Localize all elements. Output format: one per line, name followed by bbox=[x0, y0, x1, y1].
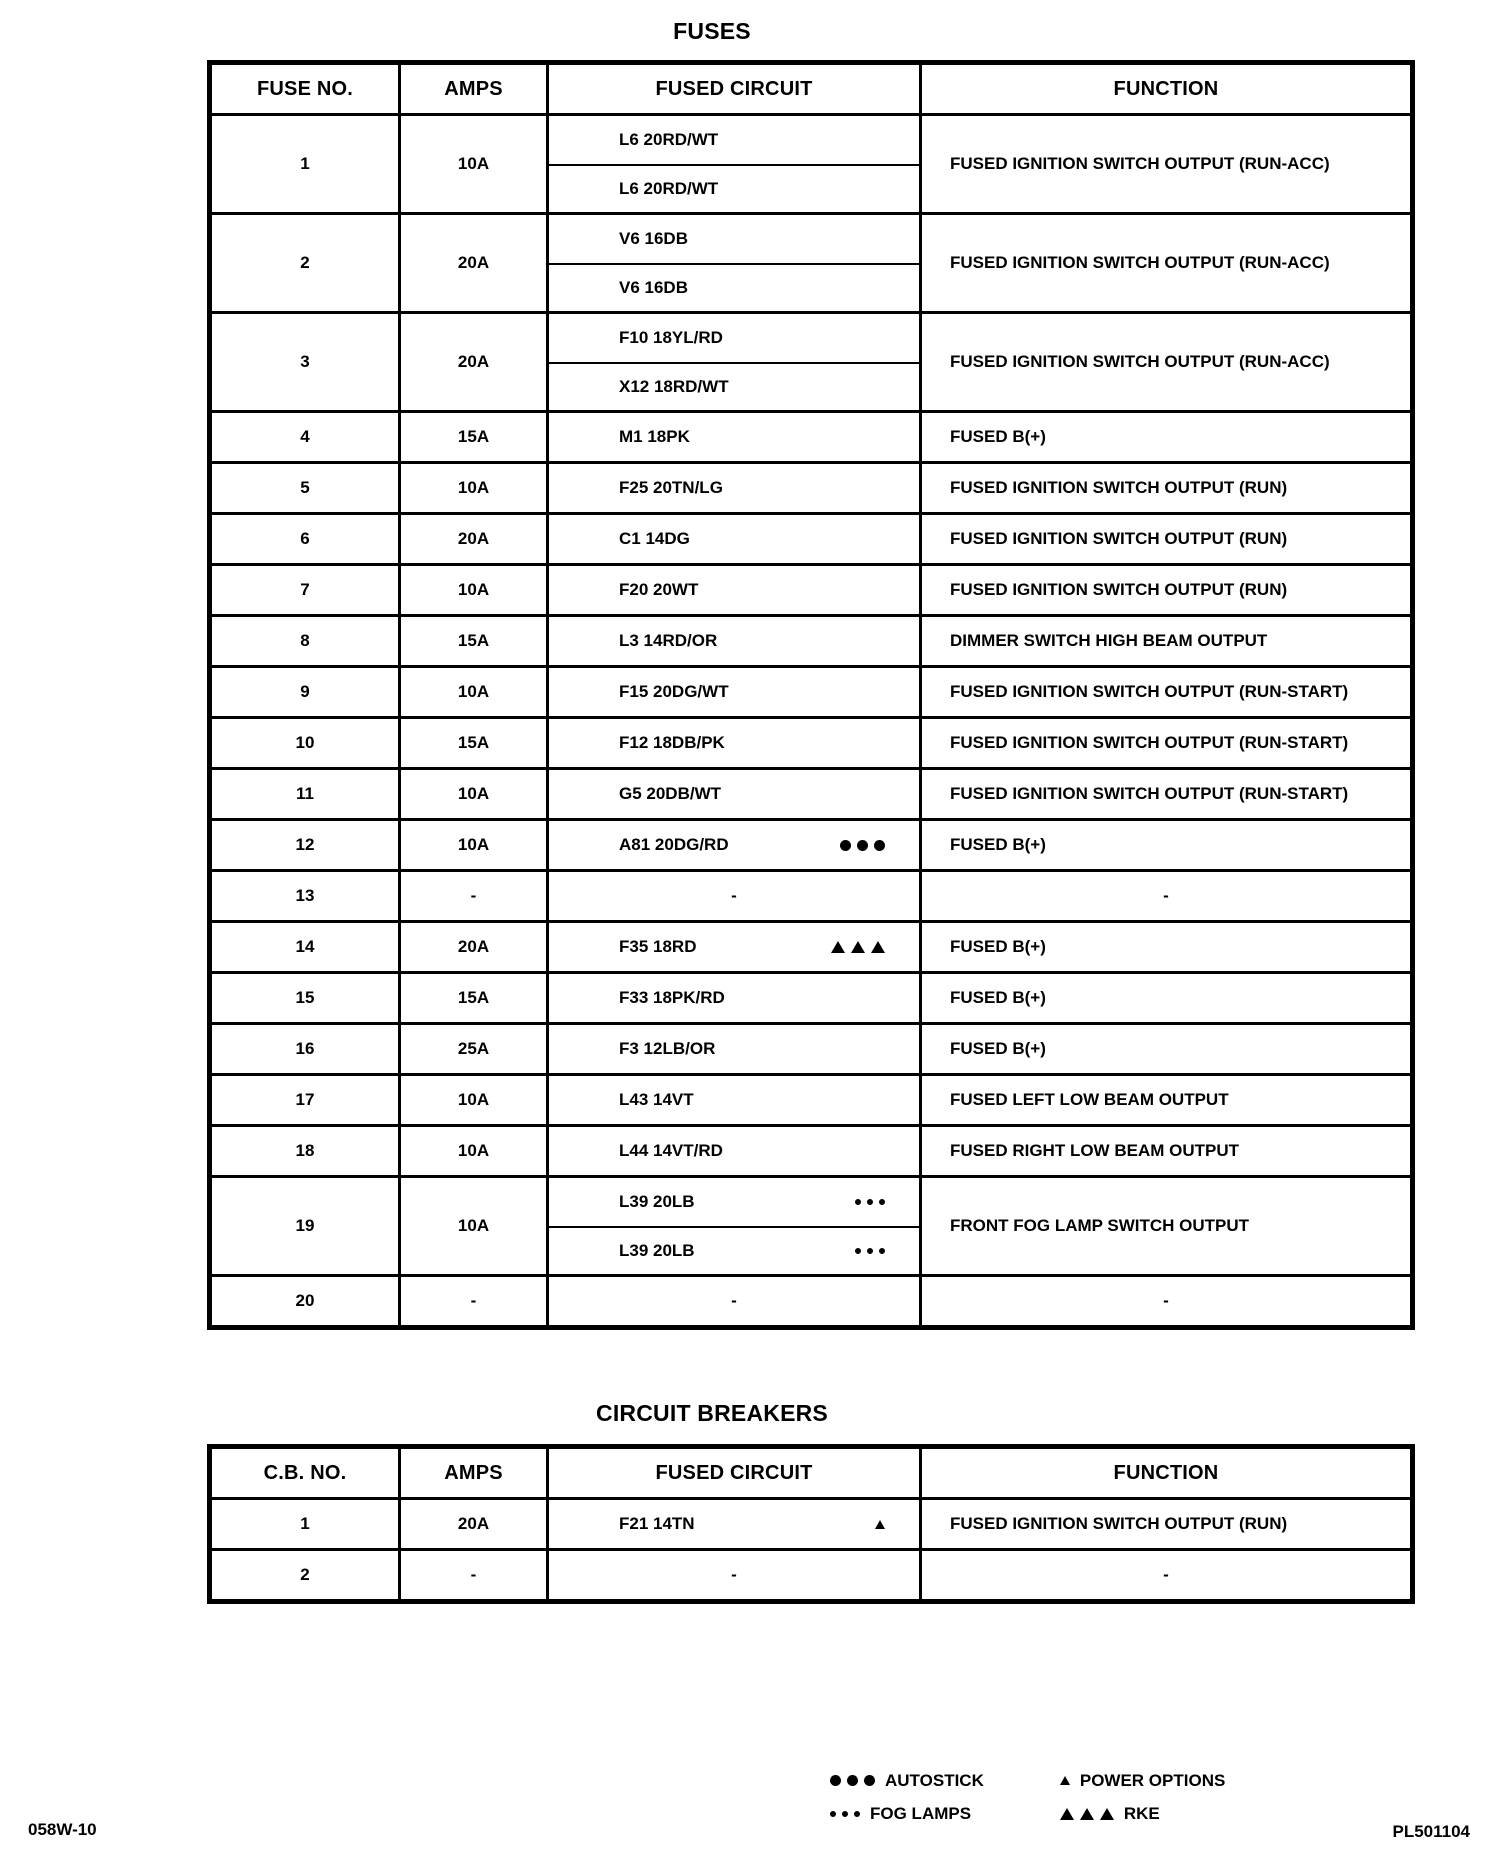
header-row bbox=[210, 1447, 1413, 1499]
legend-marker-glyph bbox=[854, 1811, 860, 1817]
circuit-marker-glyph bbox=[851, 941, 865, 953]
circuit-line bbox=[549, 1277, 919, 1325]
circuit-cell bbox=[548, 769, 921, 820]
fuse-no-cell: 12 bbox=[210, 820, 400, 871]
column-header: FUSED CIRCUIT bbox=[548, 1447, 921, 1499]
circuit-marker-glyph bbox=[855, 1199, 861, 1205]
circuit-line bbox=[549, 923, 919, 971]
circuit-line bbox=[549, 770, 919, 818]
circuit-cell bbox=[548, 871, 921, 922]
amps-cell: 20A bbox=[400, 922, 548, 973]
circuit-breakers-table-body bbox=[210, 1499, 1413, 1602]
amps-cell: 10A bbox=[400, 565, 548, 616]
circuit-marker bbox=[875, 1520, 885, 1529]
circuit-cell bbox=[548, 1177, 921, 1276]
table-row bbox=[210, 1499, 1413, 1550]
column-header: FUSED CIRCUIT bbox=[548, 63, 921, 115]
function-cell: FUSED IGNITION SWITCH OUTPUT (RUN) bbox=[921, 565, 1413, 616]
fuses-table-head bbox=[210, 63, 1413, 115]
circuit-line bbox=[549, 566, 919, 614]
fuses-table-body bbox=[210, 115, 1413, 1328]
column-header: FUNCTION bbox=[921, 63, 1413, 115]
fuse-no-cell: 2 bbox=[210, 214, 400, 313]
circuit-label: F33 18PK/RD bbox=[619, 988, 725, 1007]
circuit-line bbox=[549, 362, 919, 410]
circuit-marker-glyph bbox=[879, 1248, 885, 1254]
circuit-marker bbox=[831, 941, 885, 953]
header-row bbox=[210, 63, 1413, 115]
table-row bbox=[210, 1024, 1413, 1075]
circuit-label: A81 20DG/RD bbox=[619, 835, 729, 854]
circuit-line bbox=[549, 464, 919, 512]
circuit-label: G5 20DB/WT bbox=[619, 784, 722, 803]
function-cell: FUSED B(+) bbox=[921, 973, 1413, 1024]
table-row bbox=[210, 871, 1413, 922]
circuit-cell bbox=[548, 820, 921, 871]
circuit-label: - bbox=[731, 886, 737, 905]
function-cell: FRONT FOG LAMP SWITCH OUTPUT bbox=[921, 1177, 1413, 1276]
circuit-marker-glyph bbox=[867, 1248, 873, 1254]
circuit-line bbox=[549, 215, 919, 263]
fuse-no-cell: 7 bbox=[210, 565, 400, 616]
circuit-cell bbox=[548, 115, 921, 214]
function-cell: FUSED IGNITION SWITCH OUTPUT (RUN-ACC) bbox=[921, 313, 1413, 412]
amps-cell: 10A bbox=[400, 1177, 548, 1276]
amps-cell: 10A bbox=[400, 1075, 548, 1126]
circuit-cell bbox=[548, 616, 921, 667]
fuse-no-cell: 9 bbox=[210, 667, 400, 718]
fuse-no-cell: 11 bbox=[210, 769, 400, 820]
circuit-label: C1 14DG bbox=[619, 529, 690, 548]
column-header: AMPS bbox=[400, 63, 548, 115]
amps-cell: 15A bbox=[400, 412, 548, 463]
circuit-label: L39 20LB bbox=[619, 1192, 695, 1211]
figure-code: PL501104 bbox=[1392, 1822, 1470, 1841]
table-row bbox=[210, 214, 1413, 313]
circuit-label: L39 20LB bbox=[619, 1241, 695, 1260]
legend-marker-glyph bbox=[847, 1775, 858, 1786]
function-cell: FUSED B(+) bbox=[921, 1024, 1413, 1075]
amps-cell: 20A bbox=[400, 514, 548, 565]
fuse-no-cell: 15 bbox=[210, 973, 400, 1024]
table-row bbox=[210, 1550, 1413, 1602]
circuit-label: F10 18YL/RD bbox=[619, 328, 723, 347]
amps-cell: 15A bbox=[400, 973, 548, 1024]
circuit-label: L6 20RD/WT bbox=[619, 179, 719, 198]
table-row bbox=[210, 973, 1413, 1024]
legend-marker-glyph bbox=[1080, 1808, 1094, 1820]
fuse-no-cell: 3 bbox=[210, 313, 400, 412]
table-row bbox=[210, 412, 1413, 463]
fuse-no-cell: 18 bbox=[210, 1126, 400, 1177]
circuit-label: F25 20TN/LG bbox=[619, 478, 723, 497]
column-header: C.B. NO. bbox=[210, 1447, 400, 1499]
amps-cell: 15A bbox=[400, 616, 548, 667]
fuses-table-wrap bbox=[207, 60, 1415, 1330]
circuit-line bbox=[549, 1025, 919, 1073]
circuit-line bbox=[549, 1500, 919, 1548]
circuit-marker bbox=[855, 1199, 885, 1205]
circuit-label: F20 20WT bbox=[619, 580, 699, 599]
amps-cell: 10A bbox=[400, 463, 548, 514]
table-row bbox=[210, 820, 1413, 871]
legend-marker-glyph bbox=[830, 1775, 841, 1786]
function-cell: FUSED B(+) bbox=[921, 820, 1413, 871]
legend-column bbox=[830, 1768, 984, 1826]
cb-no-cell: 1 bbox=[210, 1499, 400, 1550]
circuit-line bbox=[549, 821, 919, 869]
circuit-label: L6 20RD/WT bbox=[619, 130, 719, 149]
table-row bbox=[210, 1177, 1413, 1276]
circuit-cell bbox=[548, 514, 921, 565]
fuses-title: FUSES bbox=[673, 18, 751, 44]
function-cell: - bbox=[921, 1550, 1413, 1602]
circuit-label: X12 18RD/WT bbox=[619, 377, 729, 396]
circuit-line bbox=[549, 1127, 919, 1175]
fuse-no-cell: 6 bbox=[210, 514, 400, 565]
column-header: FUNCTION bbox=[921, 1447, 1413, 1499]
table-row bbox=[210, 115, 1413, 214]
circuit-cell bbox=[548, 718, 921, 769]
legend-item bbox=[1060, 1768, 1225, 1793]
table-row bbox=[210, 922, 1413, 973]
legend-label: POWER OPTIONS bbox=[1079, 1770, 1226, 1790]
fuse-no-cell: 20 bbox=[210, 1276, 400, 1328]
circuit-label: L44 14VT/RD bbox=[619, 1141, 723, 1160]
circuit-line bbox=[549, 413, 919, 461]
circuit-marker bbox=[840, 840, 885, 851]
legend-marker-glyph bbox=[1060, 1776, 1070, 1785]
circuit-cell bbox=[548, 214, 921, 313]
circuit-line bbox=[549, 1178, 919, 1226]
circuit-cell bbox=[548, 973, 921, 1024]
circuit-label: - bbox=[731, 1291, 737, 1310]
circuit-marker-glyph bbox=[831, 941, 845, 953]
fuse-no-cell: 13 bbox=[210, 871, 400, 922]
circuit-label: L3 14RD/OR bbox=[619, 631, 718, 650]
legend-column bbox=[1060, 1768, 1225, 1826]
function-cell: FUSED LEFT LOW BEAM OUTPUT bbox=[921, 1075, 1413, 1126]
amps-cell: - bbox=[400, 871, 548, 922]
column-header: AMPS bbox=[400, 1447, 548, 1499]
legend-item bbox=[830, 1801, 984, 1826]
circuit-line bbox=[549, 1226, 919, 1274]
circuit-line bbox=[549, 116, 919, 164]
function-cell: DIMMER SWITCH HIGH BEAM OUTPUT bbox=[921, 616, 1413, 667]
circuit-label: F21 14TN bbox=[619, 1514, 695, 1533]
circuit-cell bbox=[548, 1075, 921, 1126]
circuit-cell bbox=[548, 1499, 921, 1550]
legend-marker-glyph bbox=[1100, 1808, 1114, 1820]
amps-cell: 10A bbox=[400, 115, 548, 214]
legend-label: FOG LAMPS bbox=[870, 1803, 972, 1823]
circuit-line bbox=[549, 314, 919, 362]
table-row bbox=[210, 667, 1413, 718]
fuse-no-cell: 4 bbox=[210, 412, 400, 463]
circuit-line bbox=[549, 263, 919, 311]
table-row bbox=[210, 616, 1413, 667]
fuse-no-cell: 10 bbox=[210, 718, 400, 769]
circuit-marker-glyph bbox=[867, 1199, 873, 1205]
fuse-no-cell: 17 bbox=[210, 1075, 400, 1126]
circuit-cell bbox=[548, 565, 921, 616]
amps-cell: 25A bbox=[400, 1024, 548, 1075]
circuit-breakers-title: CIRCUIT BREAKERS bbox=[596, 1400, 828, 1426]
circuit-cell bbox=[548, 412, 921, 463]
function-cell: FUSED IGNITION SWITCH OUTPUT (RUN-START) bbox=[921, 718, 1413, 769]
circuit-marker bbox=[855, 1248, 885, 1254]
amps-cell: 15A bbox=[400, 718, 548, 769]
function-cell: - bbox=[921, 871, 1413, 922]
fuse-no-cell: 19 bbox=[210, 1177, 400, 1276]
function-cell: FUSED RIGHT LOW BEAM OUTPUT bbox=[921, 1126, 1413, 1177]
function-cell: FUSED IGNITION SWITCH OUTPUT (RUN) bbox=[921, 514, 1413, 565]
legend-marker-glyph bbox=[1060, 1808, 1074, 1820]
table-row bbox=[210, 769, 1413, 820]
fuse-no-cell: 14 bbox=[210, 922, 400, 973]
fuse-no-cell: 1 bbox=[210, 115, 400, 214]
circuit-label: M1 18PK bbox=[619, 427, 690, 446]
function-cell: FUSED IGNITION SWITCH OUTPUT (RUN) bbox=[921, 1499, 1413, 1550]
circuit-cell bbox=[548, 313, 921, 412]
table-row bbox=[210, 463, 1413, 514]
circuit-cell bbox=[548, 1276, 921, 1328]
circuit-breakers-table bbox=[207, 1444, 1415, 1604]
amps-cell: 10A bbox=[400, 667, 548, 718]
circuit-cell bbox=[548, 463, 921, 514]
circuit-label: L43 14VT bbox=[619, 1090, 694, 1109]
function-cell: FUSED IGNITION SWITCH OUTPUT (RUN-ACC) bbox=[921, 115, 1413, 214]
function-cell: FUSED B(+) bbox=[921, 412, 1413, 463]
fuse-no-cell: 16 bbox=[210, 1024, 400, 1075]
circuit-breakers-table-head bbox=[210, 1447, 1413, 1499]
legend-item bbox=[1060, 1801, 1225, 1826]
function-cell: FUSED IGNITION SWITCH OUTPUT (RUN-START) bbox=[921, 667, 1413, 718]
circuit-marker-glyph bbox=[879, 1199, 885, 1205]
circuit-marker-glyph bbox=[875, 1520, 885, 1529]
table-row bbox=[210, 514, 1413, 565]
circuit-label: F3 12LB/OR bbox=[619, 1039, 716, 1058]
legend-item bbox=[830, 1768, 984, 1793]
amps-cell: 20A bbox=[400, 313, 548, 412]
legend-marker-glyph bbox=[864, 1775, 875, 1786]
amps-cell: - bbox=[400, 1276, 548, 1328]
circuit-label: F15 20DG/WT bbox=[619, 682, 729, 701]
table-row bbox=[210, 718, 1413, 769]
fuse-no-cell: 8 bbox=[210, 616, 400, 667]
circuit-marker-glyph bbox=[840, 840, 851, 851]
amps-cell: 10A bbox=[400, 820, 548, 871]
page-code: 058W-10 bbox=[28, 1820, 97, 1839]
circuit-line bbox=[549, 719, 919, 767]
function-cell: FUSED IGNITION SWITCH OUTPUT (RUN-ACC) bbox=[921, 214, 1413, 313]
circuit-line bbox=[549, 1551, 919, 1599]
circuit-cell bbox=[548, 922, 921, 973]
circuit-cell bbox=[548, 1126, 921, 1177]
circuit-cell bbox=[548, 1550, 921, 1602]
fuse-no-cell: 5 bbox=[210, 463, 400, 514]
circuit-line bbox=[549, 1076, 919, 1124]
legend-label: RKE bbox=[1123, 1803, 1160, 1823]
amps-cell: 10A bbox=[400, 769, 548, 820]
circuit-label: F12 18DB/PK bbox=[619, 733, 725, 752]
legend bbox=[830, 1768, 1225, 1826]
circuit-line bbox=[549, 515, 919, 563]
circuit-line bbox=[549, 617, 919, 665]
table-row bbox=[210, 1075, 1413, 1126]
circuit-cell bbox=[548, 1024, 921, 1075]
circuit-label: V6 16DB bbox=[619, 229, 688, 248]
legend-marker bbox=[830, 1811, 860, 1817]
function-cell: FUSED B(+) bbox=[921, 922, 1413, 973]
legend-marker bbox=[830, 1775, 875, 1786]
circuit-label: F35 18RD bbox=[619, 937, 697, 956]
circuit-label: V6 16DB bbox=[619, 278, 688, 297]
circuit-cell bbox=[548, 667, 921, 718]
circuit-line bbox=[549, 974, 919, 1022]
circuit-breakers-table-wrap bbox=[207, 1444, 1415, 1604]
legend-marker bbox=[1060, 1776, 1070, 1785]
circuit-marker-glyph bbox=[855, 1248, 861, 1254]
table-row bbox=[210, 1126, 1413, 1177]
column-header: FUSE NO. bbox=[210, 63, 400, 115]
amps-cell: 20A bbox=[400, 214, 548, 313]
cb-no-cell: 2 bbox=[210, 1550, 400, 1602]
table-row bbox=[210, 1276, 1413, 1328]
fuses-table bbox=[207, 60, 1415, 1330]
amps-cell: 10A bbox=[400, 1126, 548, 1177]
function-cell: FUSED IGNITION SWITCH OUTPUT (RUN-START) bbox=[921, 769, 1413, 820]
circuit-marker-glyph bbox=[871, 941, 885, 953]
circuit-marker-glyph bbox=[874, 840, 885, 851]
legend-label: AUTOSTICK bbox=[885, 1770, 984, 1790]
legend-marker bbox=[1060, 1808, 1114, 1820]
table-row bbox=[210, 565, 1413, 616]
circuit-line bbox=[549, 872, 919, 920]
amps-cell: 20A bbox=[400, 1499, 548, 1550]
circuit-line bbox=[549, 164, 919, 212]
circuit-line bbox=[549, 668, 919, 716]
function-cell: - bbox=[921, 1276, 1413, 1328]
circuit-label: - bbox=[731, 1565, 737, 1584]
legend-marker-glyph bbox=[842, 1811, 848, 1817]
table-row bbox=[210, 313, 1413, 412]
function-cell: FUSED IGNITION SWITCH OUTPUT (RUN) bbox=[921, 463, 1413, 514]
legend-marker-glyph bbox=[830, 1811, 836, 1817]
circuit-marker-glyph bbox=[857, 840, 868, 851]
amps-cell: - bbox=[400, 1550, 548, 1602]
